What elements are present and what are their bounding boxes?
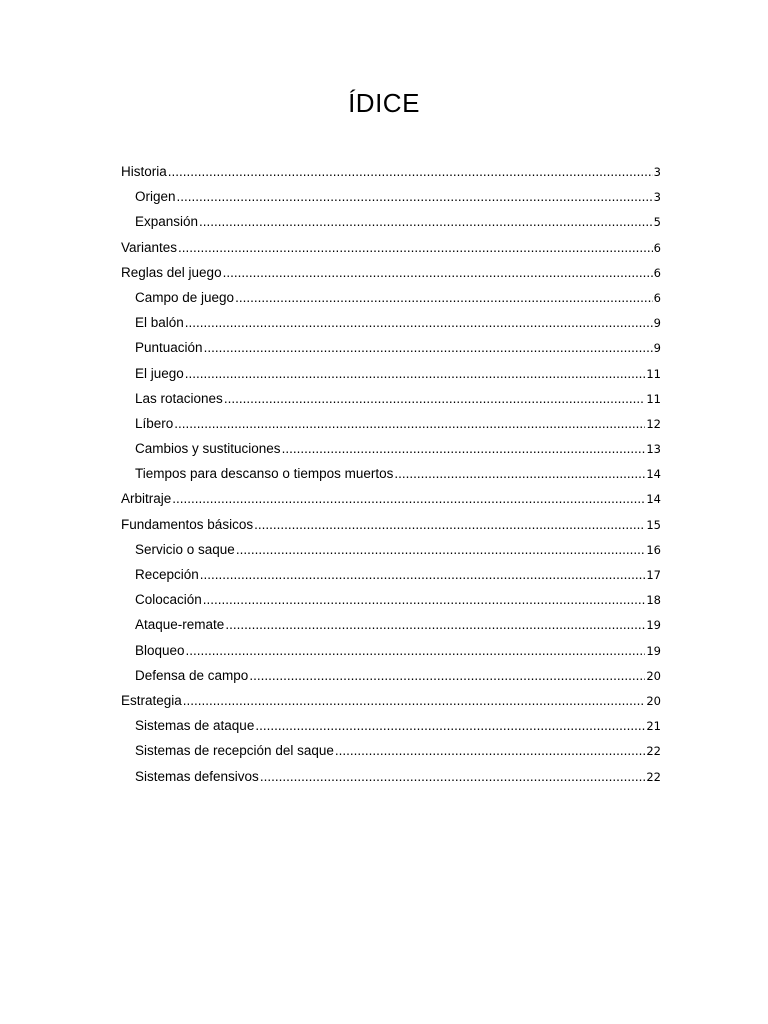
toc-entry-label: Líbero [135, 415, 174, 431]
toc-dot-leader [260, 764, 646, 789]
toc-entry[interactable] [121, 184, 661, 209]
toc-entry-page-number: 19 [646, 643, 661, 658]
toc-entry[interactable] [121, 537, 661, 562]
toc-entry[interactable] [121, 587, 661, 612]
toc-entry-label: Reglas del juego [121, 264, 222, 280]
toc-dot-leader [185, 310, 653, 335]
toc-entry[interactable] [121, 612, 661, 637]
toc-entry-page-number: 3 [653, 165, 661, 179]
toc-entry-label: Sistemas defensivos [135, 768, 259, 784]
toc-entry[interactable] [121, 688, 661, 713]
toc-entry-page-number: 5 [653, 215, 661, 230]
toc-entry[interactable] [121, 713, 661, 738]
toc-dot-leader [225, 612, 645, 637]
toc-entry[interactable] [121, 209, 661, 234]
toc-entry[interactable] [121, 386, 661, 411]
toc-entry-label: Tiempos para descanso o tiempos muertos [135, 466, 394, 482]
toc-entry[interactable] [121, 411, 661, 436]
toc-entry-label: Sistemas de recepción del saque [135, 743, 334, 759]
toc-entry-label: El juego [135, 365, 184, 381]
toc-dot-leader [236, 537, 646, 562]
toc-entry-label: Recepción [135, 567, 199, 582]
toc-entry-page-number: 19 [646, 618, 661, 633]
toc-entry-label: Historia [121, 164, 167, 179]
toc-entry-label: Expansión [135, 214, 199, 230]
toc-entry-page-number: 16 [646, 542, 661, 557]
toc-entry-label: Cambios y sustituciones [135, 441, 281, 457]
toc-entry[interactable] [121, 638, 661, 663]
toc-dot-leader [204, 335, 653, 360]
toc-dot-leader [255, 713, 645, 738]
toc-entry-page-number: 11 [646, 366, 661, 381]
toc-entry-page-number: 14 [646, 492, 661, 507]
toc-entry-page-number: 6 [653, 290, 661, 305]
toc-entry-label: El balón [135, 315, 184, 331]
toc-dot-leader [168, 159, 653, 184]
toc-entry[interactable] [121, 562, 661, 587]
toc-entry-label: Fundamentos básicos [121, 516, 254, 532]
toc-entry-page-number: 12 [646, 416, 661, 431]
toc-entry-page-number: 3 [653, 190, 661, 205]
toc-dot-leader [223, 260, 653, 285]
toc-entry-label: Origen [135, 189, 176, 205]
toc-entry[interactable] [121, 159, 661, 184]
toc-entry-page-number: 18 [646, 593, 661, 608]
toc-dot-leader [185, 361, 646, 386]
toc-entry[interactable] [121, 235, 661, 260]
toc-dot-leader [177, 184, 653, 209]
toc-entry-label: Servicio o saque [135, 541, 235, 557]
toc-entry-label: Estrategia [121, 692, 182, 708]
toc-entry[interactable] [121, 285, 661, 310]
toc-entry-label: Colocación [135, 592, 202, 608]
toc-entry[interactable] [121, 260, 661, 285]
toc-entry[interactable] [121, 335, 661, 360]
toc-entry[interactable] [121, 310, 661, 335]
toc-entry-page-number: 6 [653, 240, 661, 255]
toc-dot-leader [335, 738, 645, 763]
toc-entry-label: Ataque-remate [135, 617, 225, 633]
toc-entry-page-number: 11 [646, 391, 661, 406]
toc-dot-leader [282, 436, 646, 461]
toc-dot-leader [203, 587, 646, 612]
toc-entry-page-number: 20 [646, 668, 661, 683]
toc-entry[interactable] [121, 486, 661, 511]
toc-entry-label: Sistemas de ataque [135, 718, 255, 734]
toc-dot-leader [174, 411, 645, 436]
toc-entry-page-number: 15 [646, 517, 661, 532]
toc-dot-leader [200, 562, 646, 587]
table-of-contents [121, 159, 661, 789]
toc-entry-page-number: 20 [646, 693, 661, 708]
toc-entry-page-number: 9 [653, 341, 661, 356]
toc-entry-label: Campo de juego [135, 289, 235, 305]
toc-dot-leader [186, 638, 646, 663]
toc-entry[interactable] [121, 461, 661, 486]
toc-entry-label: Arbitraje [121, 491, 172, 507]
toc-entry[interactable] [121, 738, 661, 763]
toc-dot-leader [235, 285, 653, 310]
toc-dot-leader [178, 235, 653, 260]
toc-entry-page-number: 21 [646, 719, 661, 734]
toc-entry-page-number: 6 [653, 265, 661, 280]
toc-entry-label: Defensa de campo [135, 667, 249, 683]
toc-dot-leader [172, 486, 645, 511]
toc-entry-page-number: 9 [653, 316, 661, 331]
toc-dot-leader [394, 461, 645, 486]
toc-dot-leader [183, 688, 646, 713]
toc-entry-page-number: 22 [646, 744, 661, 759]
toc-entry-label: Puntuación [135, 340, 203, 356]
toc-entry-page-number: 22 [646, 769, 661, 784]
toc-entry-page-number: 14 [646, 467, 661, 482]
toc-dot-leader [249, 663, 645, 688]
toc-entry-page-number: 17 [646, 568, 661, 582]
toc-dot-leader [224, 386, 646, 411]
toc-entry[interactable] [121, 663, 661, 688]
toc-dot-leader [254, 512, 645, 537]
toc-entry[interactable] [121, 512, 661, 537]
page-title: ÍDICE [348, 88, 420, 118]
toc-entry[interactable] [121, 361, 661, 386]
toc-entry-label: Variantes [121, 239, 178, 255]
toc-entry-label: Las rotaciones [135, 390, 223, 406]
toc-entry[interactable] [121, 764, 661, 789]
toc-dot-leader [199, 209, 653, 234]
toc-entry-label: Bloqueo [135, 642, 185, 658]
toc-entry[interactable] [121, 436, 661, 461]
toc-entry-page-number: 13 [646, 442, 661, 457]
